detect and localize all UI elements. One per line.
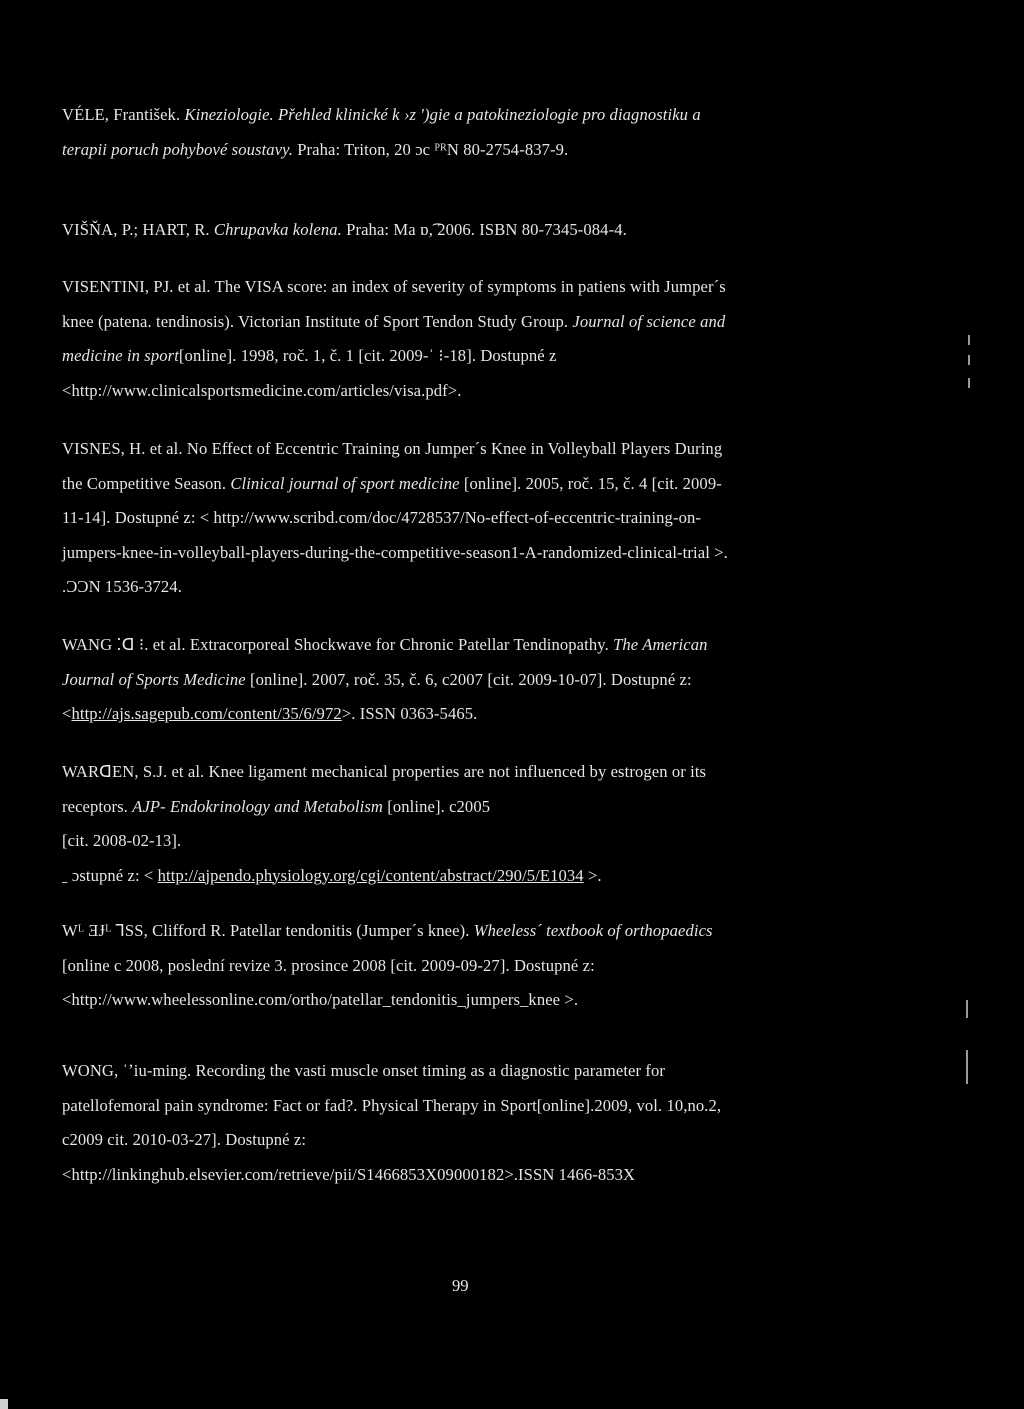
reference-visentini xyxy=(62,270,862,408)
reference-text: >. xyxy=(583,865,602,885)
reference-text: Clinical journal of sport medicine xyxy=(230,473,460,493)
reference-text: [online]. 2005, roč. 15, č. 4 [cit. 2009- xyxy=(459,473,722,493)
edge-mark xyxy=(0,1399,8,1409)
reference-line xyxy=(62,305,862,340)
reference-line xyxy=(62,213,862,248)
reference-text: <http://www.clinicalsportsmedicine.com/articles/visa.pdf>. xyxy=(62,380,462,400)
reference-line xyxy=(62,133,862,168)
reference-text: ˍ ɔstupné z: < xyxy=(62,865,158,885)
margin-mark xyxy=(968,335,970,345)
reference-text: WONG, ˈʼiu-ming. Recording the vasti muscle onset timing as a diagnostic parameter for xyxy=(62,1061,666,1080)
reference-text: Praha: Triton, 20 ɔc ᴾᴿN 80-2754-837-9. xyxy=(292,139,569,159)
reference-text: [online]. c2005 xyxy=(383,796,491,816)
reference-wang xyxy=(62,628,862,732)
reference-line xyxy=(62,697,862,732)
reference-line xyxy=(62,1054,862,1089)
margin-mark xyxy=(966,1000,968,1018)
margin-mark xyxy=(966,1050,968,1084)
reference-text: VISNES, H. et al. No Effect of Eccentric Training on Jumper´s Knee in Volleyball Players During xyxy=(62,439,723,458)
reference-text: Kineziologie. Přehled klinické k ›z ')gie a patokineziologie pro diagnostiku a xyxy=(184,105,701,124)
reference-line xyxy=(62,628,862,663)
reference-line xyxy=(62,824,862,859)
margin-mark xyxy=(968,378,970,388)
reference-text: VIŠŇA, P.; HART, R. xyxy=(62,220,214,239)
reference-text: .ƆƆN 1536-3724. xyxy=(62,577,182,596)
reference-text: Wᴸ ƎɈᴸ ꓶSS, Clifford R. Patellar tendonitis (Jumper´s knee). xyxy=(62,921,474,940)
page-number: 99 xyxy=(452,1276,469,1295)
reference-text: patellofemoral pain syndrome: Fact or fad?. Physical Therapy in Sport[online].2009, vol. 10,no.2, xyxy=(62,1095,722,1115)
reference-text: Chrupavka kolena. xyxy=(213,220,342,239)
reference-text: [cit. 2008-02-13]. xyxy=(62,831,182,850)
reference-line xyxy=(62,501,862,536)
reference-text: receptors. xyxy=(62,796,133,816)
reference-visna xyxy=(62,213,862,248)
reference-text: VISENTINI, PJ. et al. The VISA score: an index of severity of symptoms in patiens with Jumper´s xyxy=(62,277,726,296)
reference-line xyxy=(62,536,862,571)
reference-text: the Competitive Season. xyxy=(62,473,231,493)
reference-line xyxy=(62,1089,862,1124)
reference-line xyxy=(62,755,862,790)
reference-wong xyxy=(62,1054,862,1192)
reference-text: <http://www.wheelessonline.com/ortho/patellar_tendonitis_jumpers_knee >. xyxy=(62,990,579,1009)
reference-text: medicine in sport xyxy=(62,346,179,365)
reference-text: The American xyxy=(613,635,708,654)
reference-text: Journal of Sports Medicine xyxy=(62,669,246,689)
reference-text: <http://linkinghub.elsevier.com/retrieve/pii/S1466853X09000182>.ISSN 1466-853X xyxy=(62,1164,636,1184)
reference-text: WARꓷEN, S.J. et al. Knee ligament mechanical properties are not influenced by estrogen or its xyxy=(62,762,707,781)
reference-text: 11-14]. Dostupné z: < http://www.scribd.com/doc/4728537/No-effect-of-eccentric-training-on- xyxy=(62,508,701,527)
reference-text: knee (patena. tendinosis). Victorian Institute of Sport Tendon Study Group. xyxy=(62,311,573,331)
reference-text: Journal of science and xyxy=(572,311,726,331)
reference-line xyxy=(62,859,862,894)
reference-vele xyxy=(62,98,862,167)
reference-line xyxy=(62,374,862,409)
reference-text: [online c 2008, poslední revize 3. prosince 2008 [cit. 2009-09-27]. Dostupné z: xyxy=(62,955,595,975)
reference-line xyxy=(62,270,862,305)
reference-text: terapii poruch pohybové soustavy. xyxy=(62,139,293,159)
reference-text: Praha: Ma ɒ,͡ 2006. ISBN 80-7345-084-4. xyxy=(341,220,627,239)
reference-line xyxy=(62,790,862,825)
reference-warden xyxy=(62,755,862,893)
reference-line xyxy=(62,1158,862,1193)
reference-text: [online]. 1998, roč. 1, č. 1 [cit. 2009-ˈ ⁝-18]. Dostupné z xyxy=(178,346,557,365)
reference-wheeless xyxy=(62,914,862,1018)
reference-line xyxy=(62,1123,862,1158)
reference-link-text: http://ajpendo.physiology.org/cgi/content/abstract/290/5/E1034 xyxy=(157,865,584,885)
reference-text: AJP- Endokrinology and Metabolism xyxy=(132,796,383,816)
reference-text: [online]. 2007, roč. 35, č. 6, c2007 [cit. 2009-10-07]. Dostupné z: xyxy=(245,669,692,689)
reference-line xyxy=(62,98,862,133)
reference-line xyxy=(62,949,862,984)
reference-line xyxy=(62,663,862,698)
reference-text: WANG ⁚ꓷ ⁝. et al. Extracorporeal Shockwave for Chronic Patellar Tendinopathy. xyxy=(62,635,614,654)
reference-text: c2009 cit. 2010-03-27]. Dostupné z: xyxy=(62,1130,307,1149)
reference-text: < xyxy=(62,704,72,723)
reference-text: jumpers-knee-in-volleyball-players-during-the-competitive-season1-A-randomized-clinical-trial >. xyxy=(62,542,728,562)
reference-text: Wheeless´ textbook of orthopaedics xyxy=(473,921,713,940)
reference-link-text: http://ajs.sagepub.com/content/35/6/972 xyxy=(71,704,342,723)
reference-visnes xyxy=(62,432,862,605)
reference-line xyxy=(62,983,862,1018)
reference-line xyxy=(62,339,862,374)
reference-line xyxy=(62,432,862,467)
margin-mark xyxy=(968,355,970,365)
reference-line xyxy=(62,914,862,949)
reference-text: >. ISSN 0363-5465. xyxy=(341,704,478,723)
reference-line xyxy=(62,570,862,605)
reference-line xyxy=(62,467,862,502)
reference-text: VÉLE, František. xyxy=(62,105,185,124)
